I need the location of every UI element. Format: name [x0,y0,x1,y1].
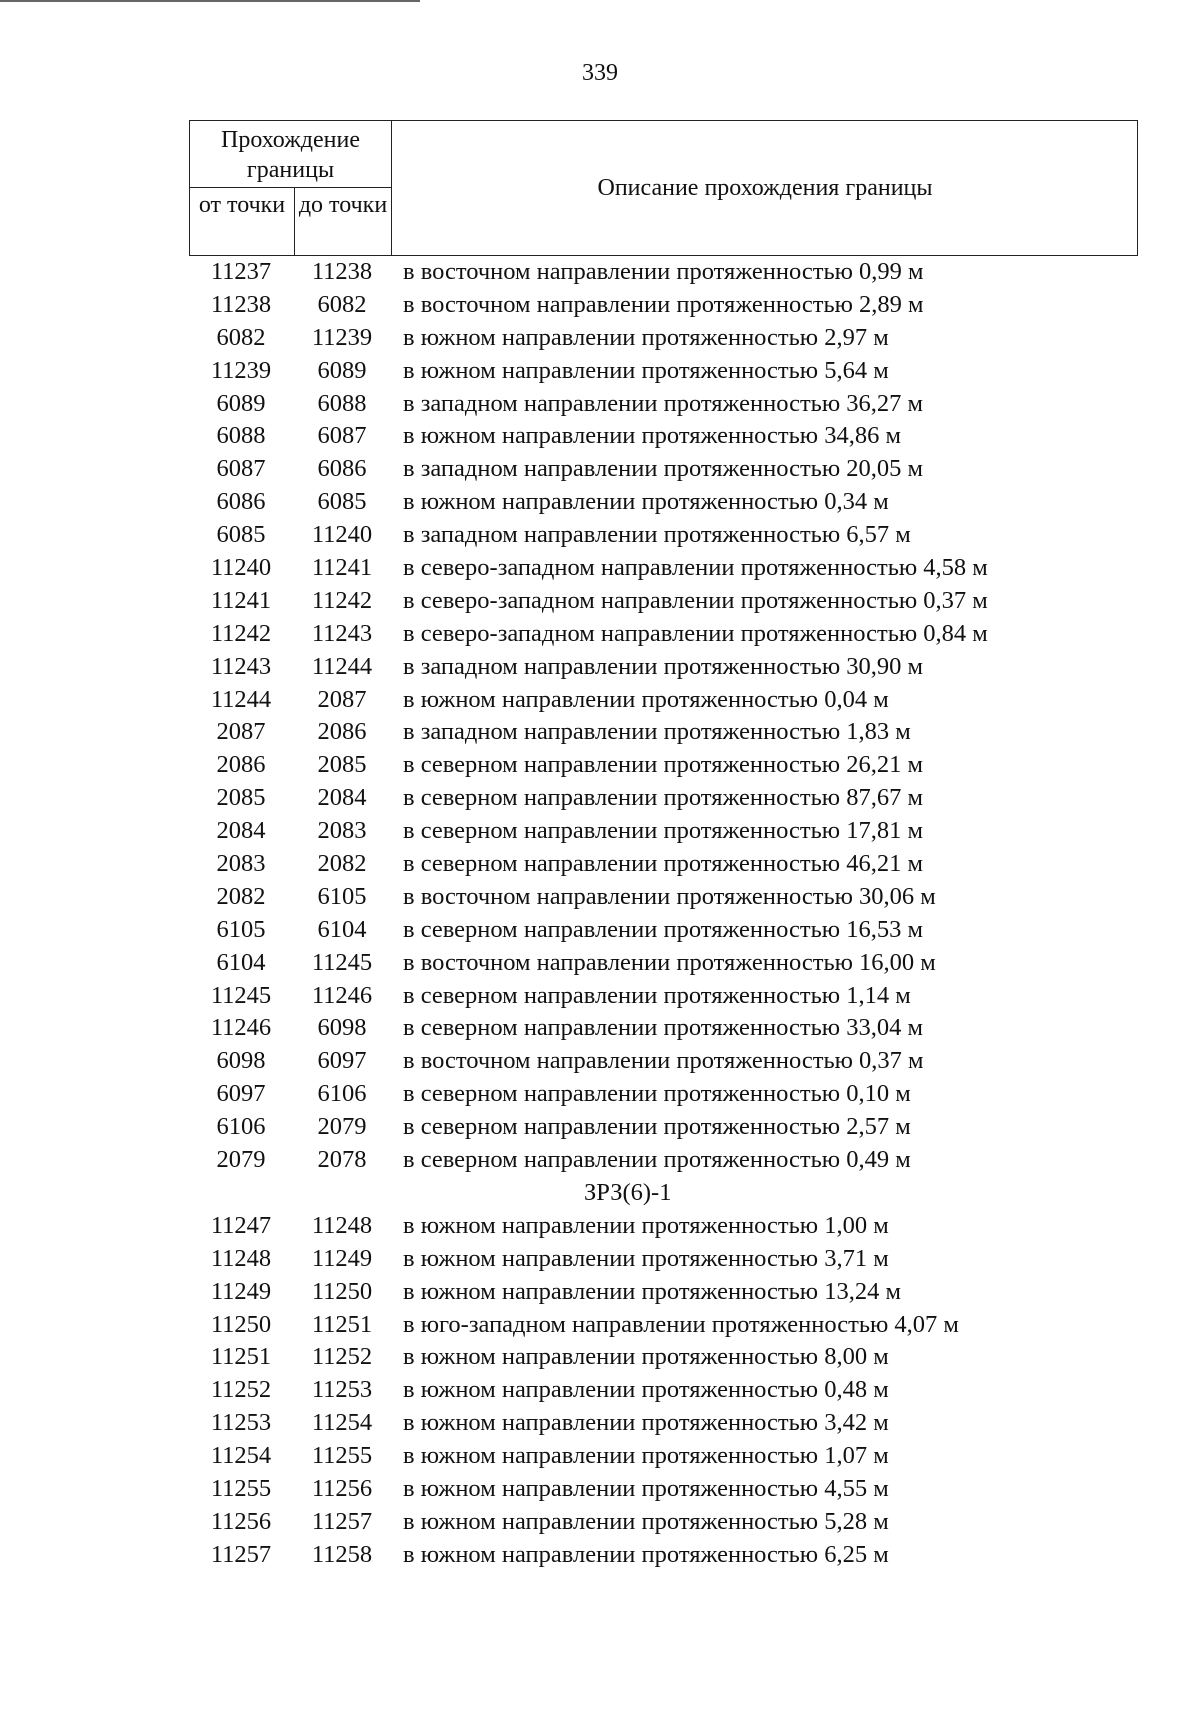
table-row [189,1309,1138,1342]
segment-description: в южном направлении протяженностью 1,00 м [403,1211,889,1239]
point-to: 6098 [317,1014,367,1042]
point-from: 11241 [210,586,272,614]
segment-description: в южном направлении протяженностью 0,04 м [403,685,889,713]
segment-description: в южном направлении протяженностью 1,07 м [403,1442,889,1470]
point-to: 11250 [311,1277,373,1305]
point-from: 6104 [216,948,266,976]
header-to-point: до точки [298,192,388,218]
table-row [189,355,1138,388]
point-to: 11254 [311,1409,373,1437]
point-from: 2085 [216,784,266,812]
segment-description: в северном направлении протяженностью 0,49 м [403,1146,911,1174]
point-to: 11244 [311,652,373,680]
point-to: 6104 [317,915,367,943]
segment-description: в южном направлении протяженностью 6,25 м [403,1540,889,1568]
point-from: 11242 [210,619,272,647]
table-row [189,486,1138,519]
point-from: 11240 [210,554,272,582]
table-row [189,980,1138,1013]
segment-description: в восточном направлении протяженностью 0,37 м [403,1047,924,1075]
point-from: 11249 [210,1277,272,1305]
point-from: 2087 [216,718,266,746]
segment-description: в южном направлении протяженностью 5,28 м [403,1507,889,1535]
table-row [189,1276,1138,1309]
table-row [189,914,1138,947]
page-number: 339 [582,60,618,86]
table-row [189,289,1138,322]
segment-description: в северном направлении протяженностью 46,21 м [403,850,923,878]
table-row [189,782,1138,815]
segment-description: в южном направлении протяженностью 2,97 м [403,323,889,351]
segment-description: в северном направлении протяженностью 17,81 м [403,817,923,845]
point-from: 11247 [210,1211,272,1239]
segment-description: в северном направлении протяженностью 87,67 м [403,784,923,812]
point-from: 6106 [216,1113,266,1141]
table-row [189,519,1138,552]
header-divider [391,121,392,255]
table-row [189,1078,1138,1111]
segment-description: в западном направлении протяженностью 20,05 м [403,455,924,483]
segment-description: в западном направлении протяженностью 1,83 м [403,718,911,746]
segment-description: в северо-западном направлении протяженностью 4,58 м [403,554,988,582]
table-row [189,947,1138,980]
point-from: 6086 [216,488,266,516]
table-row [189,881,1138,914]
table-row [189,1243,1138,1276]
point-to: 6105 [317,882,367,910]
header-description: Описание прохождения границы [597,174,933,201]
table-row [189,256,1138,289]
segment-description: в южном направлении протяженностью 34,86 м [403,422,901,450]
point-to: 11253 [311,1376,373,1404]
point-from: 6087 [216,455,266,483]
segment-description: в южном направлении протяженностью 4,55 м [403,1474,889,1502]
point-from: 6082 [216,323,266,351]
segment-description: в южном направлении протяженностью 8,00 м [403,1343,889,1371]
point-to: 11243 [311,619,373,647]
segment-description: в северном направлении протяженностью 2,57 м [403,1113,911,1141]
table-row [189,453,1138,486]
table-row [189,1012,1138,1045]
point-from: 2086 [216,751,266,779]
segment-description: в северном направлении протяженностью 26,21 м [403,751,923,779]
table-header [189,120,1138,256]
point-to: 11240 [311,521,373,549]
point-to: 6088 [317,389,367,417]
table-row [189,651,1138,684]
point-to: 6086 [317,455,367,483]
point-from: 11253 [210,1409,272,1437]
table-row [189,1341,1138,1374]
point-to: 11242 [311,586,373,614]
point-to: 2078 [317,1146,367,1174]
point-to: 11248 [311,1211,373,1239]
point-from: 6088 [216,422,266,450]
point-to: 11241 [311,554,373,582]
point-from: 11252 [210,1376,272,1404]
table-row [189,848,1138,881]
segment-description: в южном направлении протяженностью 0,34 м [403,488,889,516]
table-row [189,1374,1138,1407]
point-from: 6085 [216,521,266,549]
point-to: 6106 [317,1080,367,1108]
table-row [189,1111,1138,1144]
point-to: 6085 [317,488,367,516]
segment-description: в восточном направлении протяженностью 30,06 м [403,882,936,910]
point-from: 11237 [210,258,272,285]
segment-description: в северном направлении протяженностью 33,04 м [403,1014,923,1042]
table-row [189,618,1138,651]
point-to: 11245 [311,948,373,976]
point-to: 2083 [317,817,367,845]
segment-description: в восточном направлении протяженностью 16,00 м [403,948,936,976]
point-from: 11238 [210,290,272,318]
table-row [189,1407,1138,1440]
table-row [189,1210,1138,1243]
point-from: 6098 [216,1047,266,1075]
segment-description: в северном направлении протяженностью 1,14 м [403,981,911,1009]
point-to: 11246 [311,981,373,1009]
table-row [189,684,1138,717]
table-row [189,1539,1138,1572]
point-from: 6105 [216,915,266,943]
point-from: 11245 [210,981,272,1009]
segment-description: в северо-западном направлении протяженностью 0,37 м [403,586,988,614]
point-from: 2084 [216,817,266,845]
table-row [189,815,1138,848]
table-row [189,1440,1138,1473]
point-to: 2084 [317,784,367,812]
point-to: 11238 [311,258,373,285]
point-to: 2079 [317,1113,367,1141]
segment-description: в западном направлении протяженностью 30,90 м [403,652,924,680]
point-from: 11254 [210,1442,272,1470]
table-row [189,1473,1138,1506]
point-from: 11255 [210,1474,272,1502]
table-row [189,1045,1138,1078]
point-from: 11256 [210,1507,272,1535]
segment-description: в южном направлении протяженностью 13,24 м [403,1277,901,1305]
point-from: 11243 [210,652,272,680]
point-to: 11257 [311,1507,373,1535]
scan-edge-line [0,0,420,2]
segment-description: в южном направлении протяженностью 3,71 м [403,1244,889,1272]
point-from: 6089 [216,389,266,417]
table-row [189,585,1138,618]
segment-description: в северном направлении протяженностью 0,10 м [403,1080,911,1108]
segment-description: в западном направлении протяженностью 36,27 м [403,389,924,417]
table-row [189,1506,1138,1539]
segment-description: в южном направлении протяженностью 5,64 м [403,356,889,384]
point-from: 11250 [210,1310,272,1338]
point-to: 11239 [311,323,373,351]
point-to: 11252 [311,1343,373,1371]
point-from: 11239 [210,356,272,384]
header-divider [190,187,391,188]
table-row [189,552,1138,585]
point-to: 11251 [311,1310,373,1338]
segment-description: в восточном направлении протяженностью 0,99 м [403,258,924,285]
point-from: 2082 [216,882,266,910]
point-to: 11256 [311,1474,373,1502]
point-from: 11257 [210,1540,272,1568]
table-body [189,256,1138,1572]
point-to: 2085 [317,751,367,779]
point-from: 2083 [216,850,266,878]
point-to: 6097 [317,1047,367,1075]
segment-description: в юго-западном направлении протяженностью 4,07 м [403,1310,959,1338]
segment-description: в северо-западном направлении протяженностью 0,84 м [403,619,988,647]
table-row [189,716,1138,749]
table-row [189,1144,1138,1177]
point-to: 11249 [311,1244,373,1272]
header-from-point: от точки [198,192,286,218]
header-group-label: Прохождение границы [220,127,360,183]
segment-description: в западном направлении протяженностью 6,57 м [403,521,911,549]
point-to: 6087 [317,422,367,450]
point-from: 6097 [216,1080,266,1108]
table-row [189,322,1138,355]
point-to: 2082 [317,850,367,878]
segment-description: в южном направлении протяженностью 0,48 м [403,1376,889,1404]
segment-description: в южном направлении протяженностью 3,42 м [403,1409,889,1437]
segment-description: в северном направлении протяженностью 16,53 м [403,915,923,943]
point-from: 11244 [210,685,272,713]
section-title: ЗРЗ(6)-1 [584,1178,672,1206]
table-row [189,420,1138,453]
point-to: 11255 [311,1442,373,1470]
point-from: 11248 [210,1244,272,1272]
point-from: 11246 [210,1014,272,1042]
point-to: 6082 [317,290,367,318]
point-to: 2086 [317,718,367,746]
table-row [189,388,1138,421]
point-from: 2079 [216,1146,266,1174]
point-to: 11258 [311,1540,373,1568]
point-from: 11251 [210,1343,272,1371]
point-to: 2087 [317,685,367,713]
segment-description: в восточном направлении протяженностью 2,89 м [403,290,924,318]
point-to: 6089 [317,356,367,384]
table-row [189,749,1138,782]
